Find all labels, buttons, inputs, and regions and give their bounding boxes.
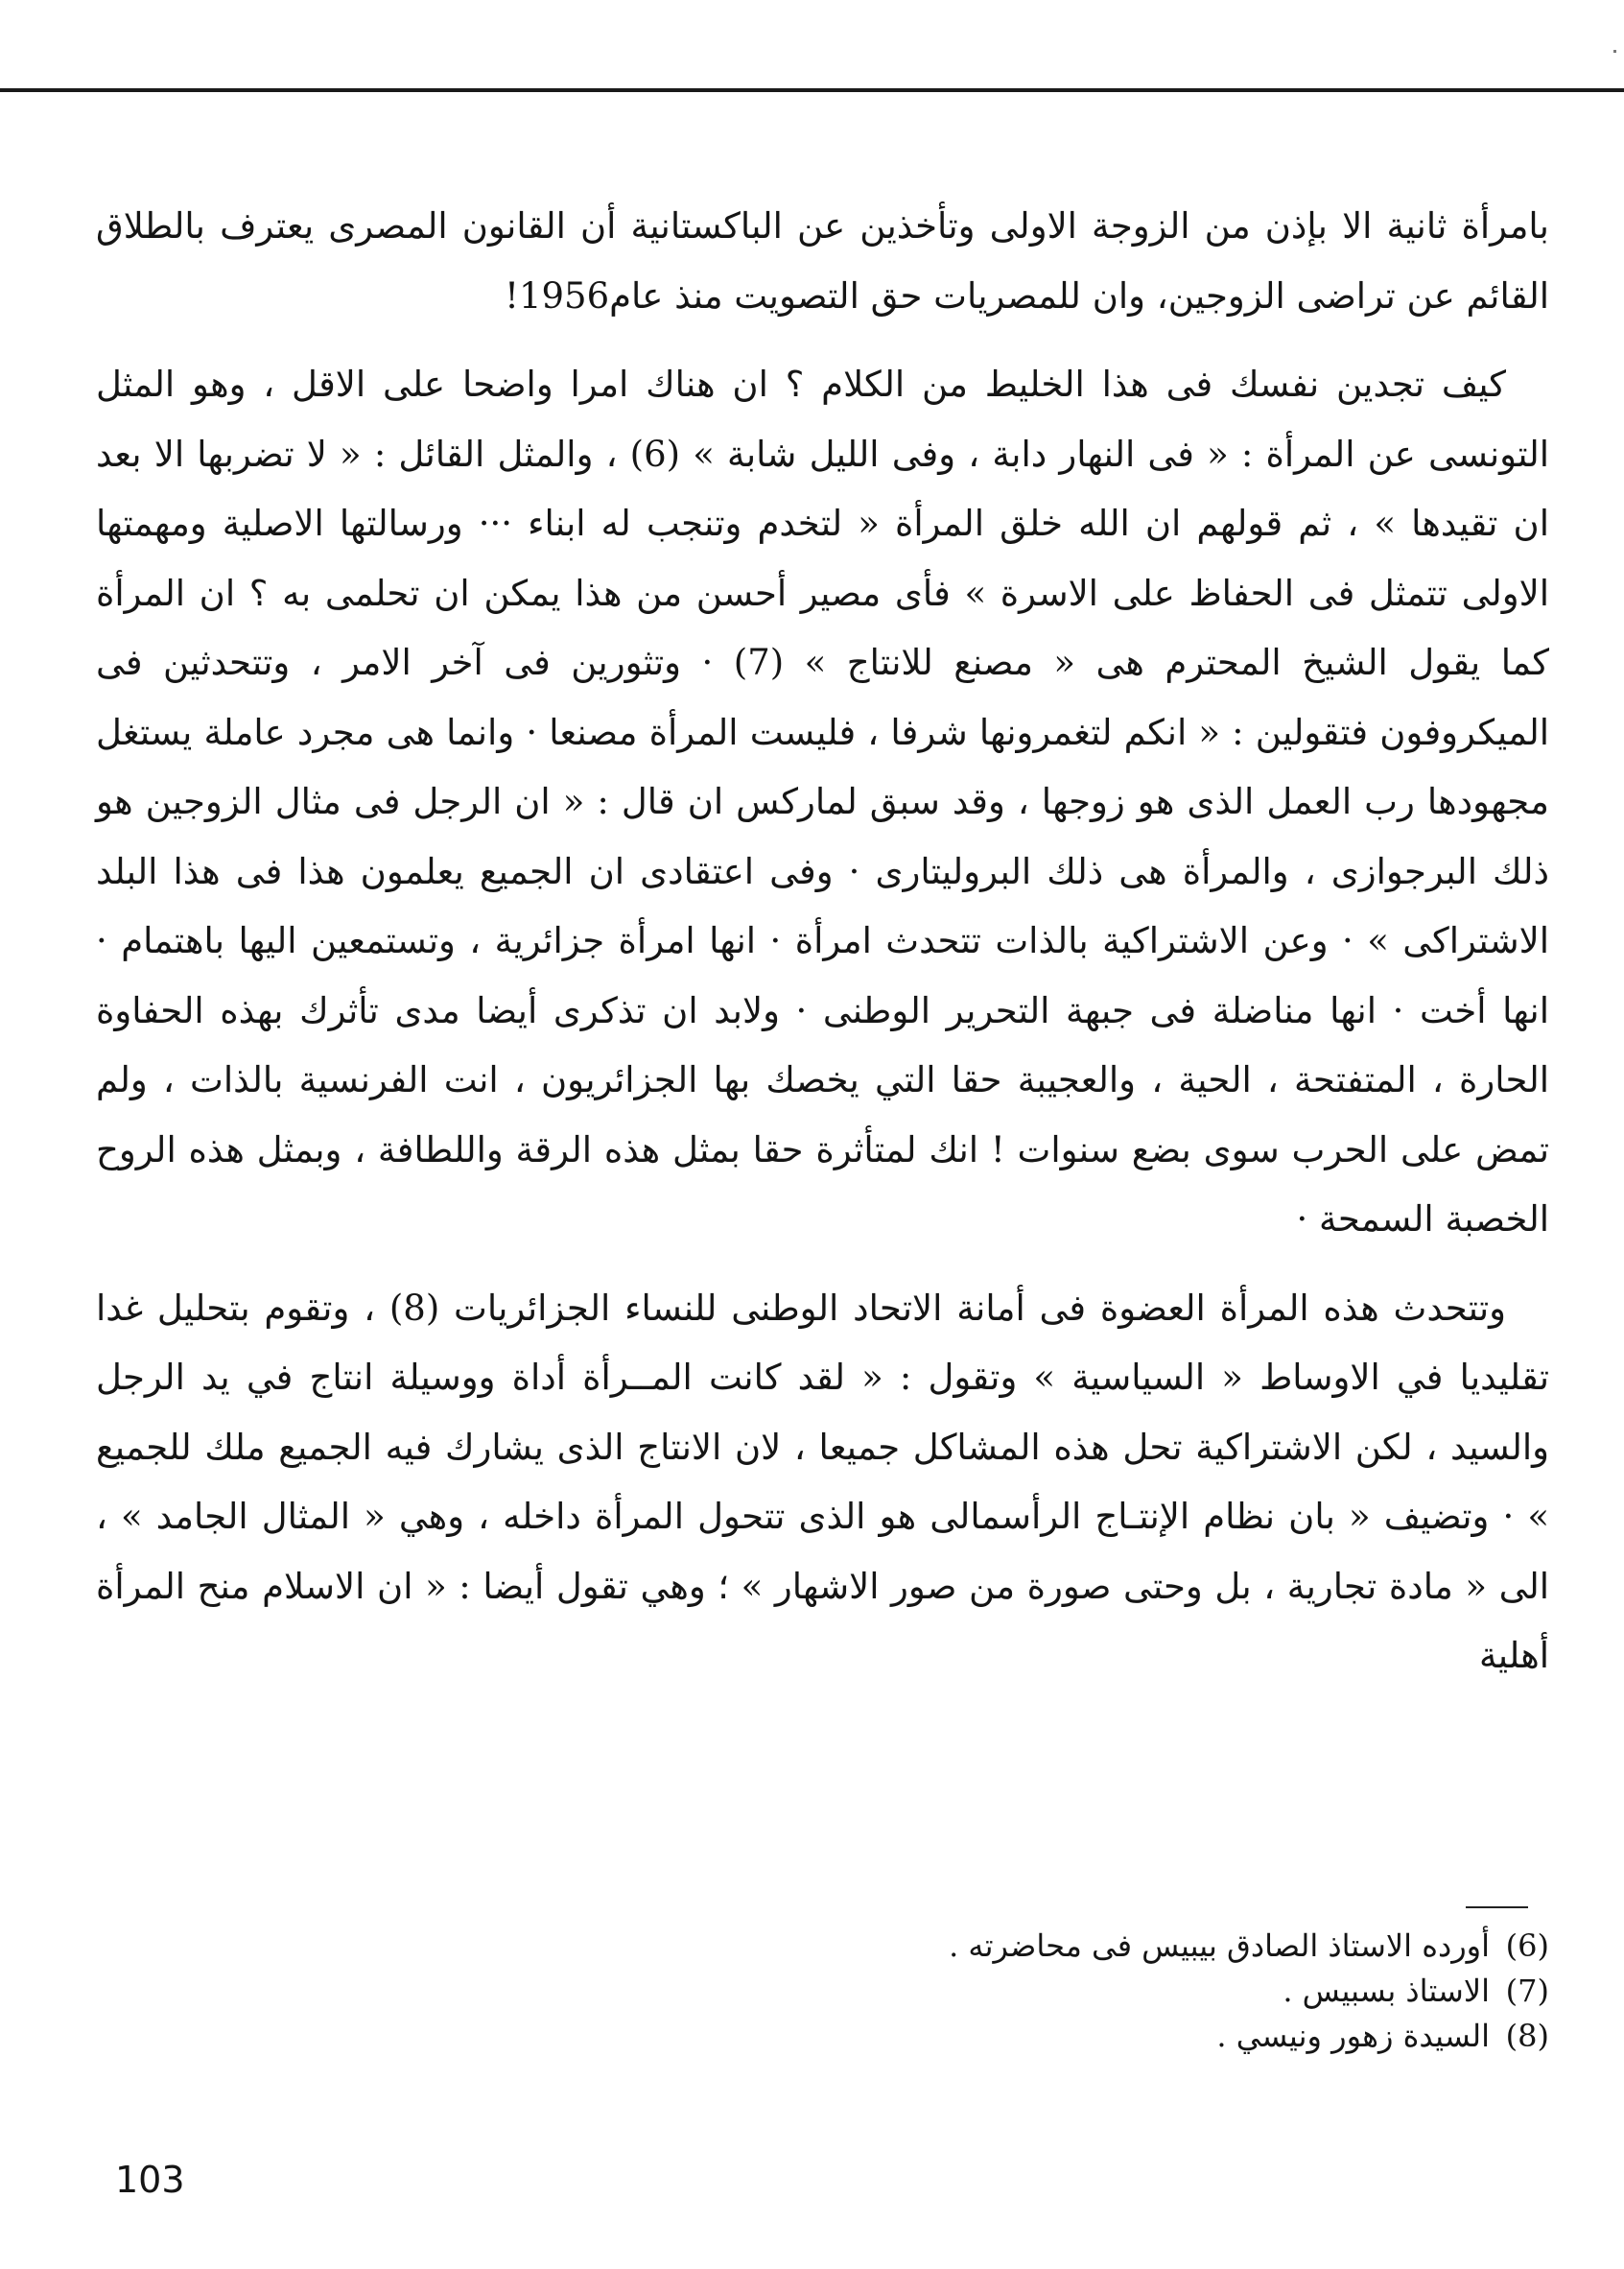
footnote-text: السيدة زهور ونيسي . bbox=[1216, 2018, 1490, 2054]
footnote-number: (6) bbox=[1505, 1927, 1549, 1964]
footnote-rule bbox=[1466, 1906, 1528, 1908]
footnote-8 bbox=[686, 2014, 1549, 2059]
footnote-6 bbox=[686, 1924, 1549, 1969]
paragraph-1: بامرأة ثانية الا بإذن من الزوجة الاولى وتأخذين عن الباكستانية أن القانون المصرى يعترف بالطلاق القائم عن تراضى الزوجين، وان للمصريات حق التصويت منذ عام1956! bbox=[96, 205, 1549, 317]
footnote-number: (8) bbox=[1505, 2018, 1549, 2054]
paragraph-3: وتتحدث هذه المرأة العضوة فى أمانة الاتحاد الوطنى للنساء الجزائريات (8) ، وتقوم بتحليل غدا تقليديا في الاوساط « السياسية » وتقول : « لقد كانت المــرأة أداة ووسيلة انتاج في يد الرجل والسيد ، لكن الاشتراكية تحل هذه المشاكل جميعا ، لان الانتاج الذى يشارك فيه الجميع ملك للجميع » · وتضيف « بان نظام الإنتـاج الرأسمالى هو الذى تتحول المرأة داخله ، وهي « المثال الجامد » ، الى « مادة تجارية ، بل وحتى صورة من صور الاشهار » ؛ وهي تقول أيضا : « ان الاسلام منح المرأة أهلية bbox=[96, 1287, 1549, 1676]
footnote-7 bbox=[686, 1969, 1549, 2014]
footnote-text: أورده الاستاذ الصادق بيبيس فى محاضرته . bbox=[949, 1927, 1490, 1964]
scan-speck bbox=[1613, 50, 1616, 53]
footnotes bbox=[686, 1924, 1549, 2059]
header-rule bbox=[0, 88, 1624, 92]
paragraph-2: كيف تجدين نفسك فى هذا الخليط من الكلام ؟ ان هناك امرا واضحا على الاقل ، وهو المثل التونسى عن المرأة : « فى النهار دابة ، وفى الليل شابة » (6) ، والمثل القائل : « لا تضربها الا بعد ان تقيدها » ، ثم قولهم ان الله خلق المرأة « لتخدم وتنجب له ابناء ··· ورسالتها الاصلية ومهمتها الاولى تتمثل فى الحفاظ على الاسرة » فأى مصير أحسن من هذا يمكن ان تحلمى به ؟ ان المرأة كما يقول الشيخ المحترم هى « مصنع للانتاج » (7) · وتثورين فى آخر الامر ، وتتحدثين فى الميكروفون فتقولين : « انكم لتغمرونها شرفا ، فليست المرأة مصنعا · وانما هى مجرد عاملة يستغل مجهودها رب العمل الذى هو زوجها ، وقد سبق لماركس ان قال : « ان الرجل فى مثال الزوجين هو ذلك البرجوازى ، والمرأة هى ذلك البروليتارى · وفى اعتقادى ان الجميع يعلمون هذا فى هذا البلد الاشتراكى » · وعن الاشتراكية بالذات تتحدث امرأة · انها امرأة جزائرية ، وتستمعين اليها باهتمام · انها أخت · انها مناضلة فى جبهة التحرير الوطنى · ولابد ان تذكرى أيضا مدى تأثرك بهذه الحفاوة الحارة ، المتفتحة ، الحية ، والعجيبة حقا التي يخصك بها الجزائريون ، انت الفرنسية بالذات ، ولم تمض على الحرب سوى بضع سنوات ! انك لمتأثرة حقا بمثل هذه الرقة واللطافة ، وبمثل هذه الروح الخصبة السمحة · bbox=[96, 364, 1549, 1240]
page-body bbox=[96, 192, 1549, 2149]
footnote-text: الاستاذ بسبيس . bbox=[1283, 1973, 1490, 2009]
footnote-number: (7) bbox=[1505, 1973, 1549, 2009]
page-number: 103 bbox=[115, 2159, 185, 2201]
